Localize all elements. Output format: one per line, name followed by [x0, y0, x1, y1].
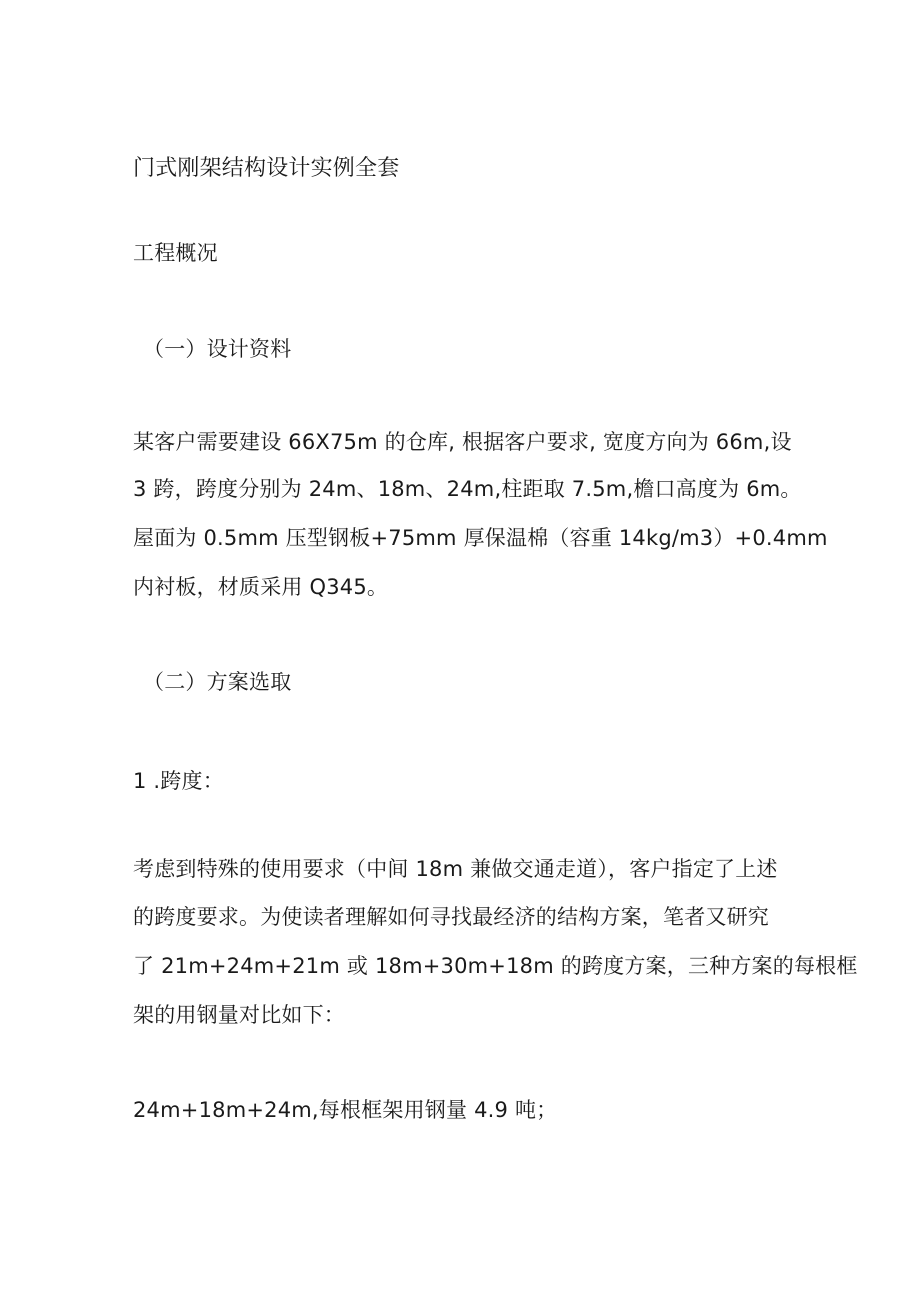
subsection-heading-scheme: （二）方案选取 [143, 670, 292, 694]
paragraph-line: 某客户需要建设 66X75m 的仓库, 根据客户要求, 宽度方向为 66m,设 [133, 430, 792, 454]
document-title: 门式刚架结构设计实例全套 [133, 156, 400, 181]
paragraph-line: 考虑到特殊的使用要求（中间 18m 兼做交通走道），客户指定了上述 [133, 857, 778, 881]
paragraph-line: 架的用钢量对比如下： [133, 1003, 345, 1027]
paragraph-line: 24m+18m+24m,每根框架用钢量 4.9 吨； [133, 1098, 558, 1122]
paragraph-line: 3 跨，跨度分别为 24m、18m、24m,柱距取 7.5m,檐口高度为 6m。 [133, 477, 802, 501]
subsection-heading-design-data: （一）设计资料 [143, 337, 292, 361]
paragraph-line: 了 21m+24m+21m 或 18m+30m+18m 的跨度方案，三种方案的每根框 [133, 954, 858, 978]
paragraph-line: 屋面为 0.5mm 压型钢板+75mm 厚保温棉（容重 14kg/m3）+0.4mm [133, 526, 828, 550]
list-item-span: 1 .跨度： [133, 769, 224, 793]
paragraph-line: 的跨度要求。为使读者理解如何寻找最经济的结构方案，笔者又研究 [133, 905, 769, 929]
section-heading: 工程概况 [133, 241, 218, 265]
paragraph-line: 内衬板，材质采用 Q345。 [133, 575, 389, 599]
